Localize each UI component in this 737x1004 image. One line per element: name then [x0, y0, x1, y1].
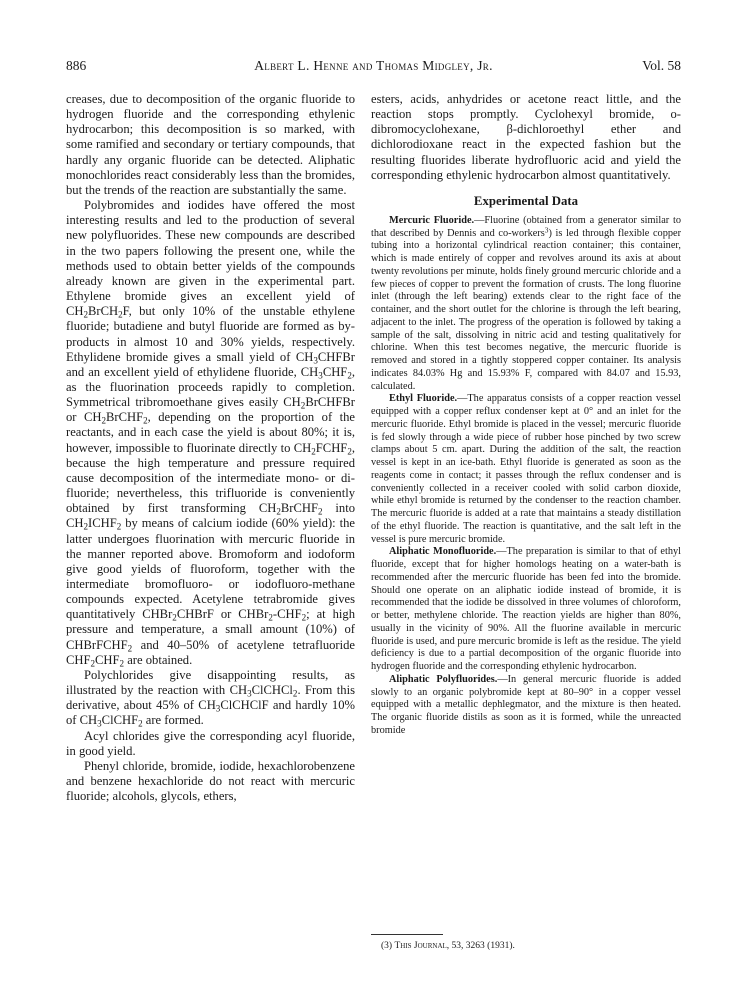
paragraph-polychlorides: Polychlorides give disappointing results, as illustrated by the reaction with $CH_3ClCHCl_2$. From this derivative, about 45% of $CH_3ClCHClF$ and hardly 10% of $CH_3ClCHF_2$ are formed.: [66, 667, 355, 729]
paragraph-acyl-chlorides: Acyl chlorides give the corresponding acyl fluoride, in good yield.: [66, 728, 355, 758]
run-in-heading: Aliphatic Polyfluorides.: [389, 673, 498, 685]
section-title-experimental: Experimental Data: [473, 193, 579, 208]
paragraph-phenyl-chloride: Phenyl chloride, bromide, iodide, hexachlorobenzene and benzene hexachloride do not react with mercuric fluoride; alcohols, glycols, ethers,: [66, 758, 355, 804]
page-number: 886: [66, 58, 87, 73]
footnote: [381, 940, 681, 952]
run-in-heading: Ethyl Fluoride.: [389, 393, 458, 405]
paragraph-polybromides: Polybromides and iodides have offered the most interesting results and led to the production of several new polyfluorides. These new compounds are described in the two papers following the present one, while the methods used to obtain better yields of the compounds already known are given in the experimental part. Ethylene bromide gives an excellent yield of $CH_2BrCH_2F$, but only 10% of the unstable ethylene fluoride; butadiene and butyl fluoride are formed as by-products in almost 10 and 30% yields, respectively. Ethylidene bromide gives a small yield of $CH_3CHFBr$ and an excellent yield of ethylidene fluoride, $CH_3CHF_2$, as the fluorination proceeds rapidly to completion. Symmetrical tribromoethane gives easily $CH_2BrCHFBr$ or $CH_2BrCHF_2$, depending on the proportion of the reactants, and in each case the yield is about 80%; it is, however, impossible to fluorinate directly to $CH_2FCHF_2$, because the high temperature and pressure required cause decomposition of the intermediate mono- or di-fluoride; nevertheless, this trifluoride is conveniently obtained by first transforming $CH_2BrCHF_2$ into $CH_2ICHF_2$ by means of calcium iodide (60% yield): the latter undergoes fluorination with mercuric fluoride in the manner reported above. Bromoform and iodoform give good yields of fluoroform, together with the intermediate bromofluoro- or iodofluoro-methane compounds expected. Acetylene tetrabromide gives quantitatively CHBr$_2$CHBrF or $CHBr_2-CHF_2$; at high pressure and temperature, a small amount (10%) of CHBrFCHF$_2$ and 40–50% of acetylene tetrafluoride $CHF_2CHF_2$ are obtained.: [66, 198, 356, 669]
paragraph-aliphatic-polyfluorides: Aliphatic Polyfluorides.—In general mercuric fluoride is added slowly to an organic polybromide kept at 80–90° in a copper vessel equipped with a metallic dephlegmator, and the mixture is then heated. The organic fluoride distils as soon as it is formed, while the unreacted bromide: [371, 673, 681, 736]
footnote-rule: [371, 934, 443, 935]
paragraph-ethyl-fluoride: Ethyl Fluoride.—The apparatus consists of a copper reaction vessel equipped with a copper reflux condenser kept at 0° and an inlet for the mercuric fluoride. Ethyl bromide is placed in the vessel; mercuric fluoride is fed slowly through a wide piece of rubber hose pinched by two screw clamps about 5 cm. apart. During the addition of the salt, the reaction vessel is kept in an ice-bath. Ethyl fluoride is generated as soon as the reagents come in contact; it passes through the reflux condenser and is conveniently collected in a receiver cooled with solid carbon dioxide, while ethyl bromide is returned by the condenser to the reaction chamber. The mercuric fluoride is added at a rate that maintains a steady distillation of the ethyl fluoride. The reaction is quantitative, and the salt left in the vessel is pure mercuric bromide.: [371, 393, 682, 545]
left-column: [66, 92, 355, 804]
footnote-number: (3): [381, 941, 393, 951]
footnote-ref: 3: [544, 225, 549, 235]
run-in-heading: Mercuric Fluoride.: [389, 214, 475, 226]
paragraph-aliphatic-monofluoride: Aliphatic Monofluoride.—The preparation is similar to that of ethyl fluoride, except that for higher homologs heating on a water-bath is recommended after the mercuric fluoride has been fed into the bromide. Should one operate on an aliphatic iodide instead of bromide, it is recommended that the iodide be dissolved in three volumes of chloroform, or better, methylene chloride. The reaction yields are higher than 80%, usually in the vicinity of 90%. All the fluorine available in mercuric fluoride is used, and pure mercuric bromide is left as the residue. The yield deficiency is due to a partial decomposition of the organic fluoride into hydrogen fluoride and the corresponding ethylenic hydrocarbon.: [371, 546, 682, 673]
running-header: [66, 58, 681, 76]
running-authors: Albert L. Henne and Thomas Midgley, Jr.: [254, 58, 493, 73]
volume-label: Vol. 58: [642, 58, 681, 73]
paragraph-mercuric-fluoride: Mercuric Fluoride.—Fluorine (obtained from a generator similar to that described by Dennis and co-workers$^3$) is led through flexible copper tubing into a horizontal cylindrical reaction container; this container, which is made entirely of copper and revolves around its axis at about twenty revolutions per minute, holds finely ground mercuric chloride and a few pieces of copper to prevent the formation of crusts. The long fluorine inlet (through the left bearing) extends clear to the right face of the container, and the short outlet for the chlorine is through the left bearing, adjacent to the inlet. The progress of the operation is followed by taking a sample of the salt, dissolving in nitric acid and testing qualitatively for chlorine. When this test becomes negative, the mercuric fluoride is removed and stored in a tightly stoppered copper container. Its analysis indicates 84.03% Hg and 15.93% F, compared with 84.07 and 15.93, calculated.: [371, 214, 681, 392]
paragraph-esters-acids: esters, acids, anhydrides or acetone react little, and the reaction stops promptly. Cyclohexyl bromide, o-dibromocyclohexane, β-dichloroethyl ether and dichlorodioxane react in the expected fashion but the resulting fluorides liberate hydrofluoric acid and yield the corresponding ethylenic hydrocarbon almost quantitatively.: [371, 92, 681, 182]
footnote-journal: This Journal,: [394, 941, 450, 951]
right-column: [371, 92, 681, 738]
paragraph-decomposition: creases, due to decomposition of the organic fluoride to hydrogen fluoride and the corresponding ethylenic hydrocarbon; this decomposition is so marked, with some ramified and secondary or tertiary compounds, that hardly any organic fluoride can be detected. Aliphatic monochlorides react considerably less than the bromides, but the trends of the reaction are substantially the same.: [66, 92, 355, 197]
run-in-heading: Aliphatic Monofluoride.: [389, 546, 497, 558]
footnote-citation: 53, 3263 (1931).: [451, 941, 515, 951]
